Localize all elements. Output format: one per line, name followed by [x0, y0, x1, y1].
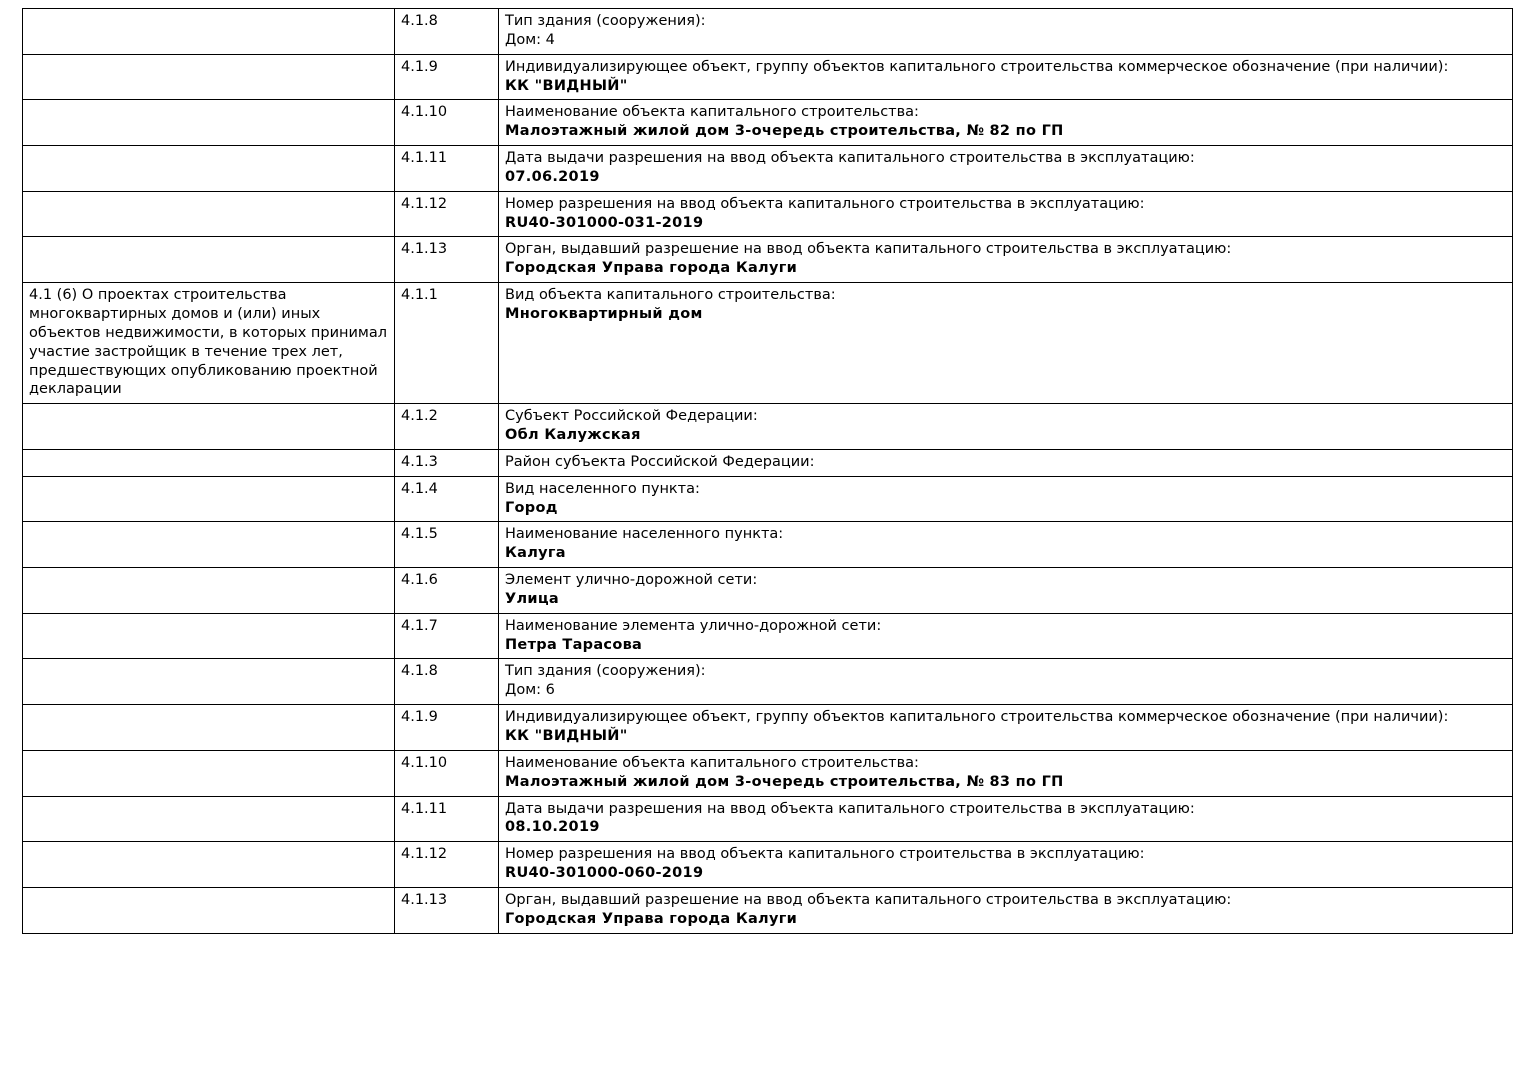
section-cell-empty: [23, 191, 395, 237]
row-label: Вид населенного пункта:: [505, 480, 700, 497]
row-body: [499, 568, 1513, 614]
section-cell-empty: [23, 449, 395, 476]
row-code: 4.1.8: [395, 9, 499, 55]
row-value: 07.06.2019: [505, 168, 600, 185]
table-row: [23, 54, 1513, 100]
row-value: Петра Тарасова: [505, 636, 643, 653]
row-value: 08.10.2019: [505, 819, 600, 836]
section-cell-empty: [23, 613, 395, 659]
row-value: КК "ВИДНЫЙ": [505, 728, 628, 744]
row-value: RU40-301000-060-2019: [505, 865, 704, 882]
row-value: Калуга: [505, 545, 566, 562]
row-value: Дом: 4: [505, 31, 555, 48]
row-code: 4.1.13: [395, 887, 499, 933]
section-cell-empty: [23, 9, 395, 55]
row-value: Городская Управа города Калуги: [505, 260, 798, 277]
row-body: [499, 476, 1513, 522]
section-cell-empty: [23, 887, 395, 933]
table-row: [23, 100, 1513, 146]
row-label: Номер разрешения на ввод объекта капитального строительства в эксплуатацию:: [505, 846, 1145, 863]
row-code: 4.1.13: [395, 237, 499, 283]
row-value: Городская Управа города Калуги: [505, 910, 798, 927]
row-body: [499, 449, 1513, 476]
row-code: 4.1.12: [395, 842, 499, 888]
row-body: [499, 146, 1513, 192]
row-code: 4.1.10: [395, 750, 499, 796]
table-row: [23, 659, 1513, 705]
row-value: Многоквартирный дом: [505, 305, 703, 322]
table-row: [23, 476, 1513, 522]
row-label: Номер разрешения на ввод объекта капитального строительства в эксплуатацию:: [505, 195, 1145, 212]
row-label: Индивидуализирующее объект, группу объектов капитального строительства коммерческое обозначение (при наличии):: [505, 709, 1449, 726]
table-row: [23, 9, 1513, 55]
row-code: 4.1.12: [395, 191, 499, 237]
section-cell-empty: [23, 237, 395, 283]
table-row: [23, 842, 1513, 888]
row-value: Город: [505, 499, 558, 516]
row-body: [499, 750, 1513, 796]
row-label: Наименование объекта капитального строительства:: [505, 104, 919, 121]
row-value: КК "ВИДНЫЙ": [505, 77, 628, 94]
row-code: 4.1.9: [395, 705, 499, 751]
row-code: 4.1.11: [395, 796, 499, 842]
section-cell-empty: [23, 705, 395, 751]
row-code: 4.1.5: [395, 522, 499, 568]
row-body: [499, 237, 1513, 283]
row-label: Дата выдачи разрешения на ввод объекта капитального строительства в эксплуатацию:: [505, 150, 1195, 167]
table-row: [23, 568, 1513, 614]
row-body: [499, 9, 1513, 55]
table-row: [23, 449, 1513, 476]
section-cell-empty: [23, 568, 395, 614]
row-body: [499, 887, 1513, 933]
row-label: Субъект Российской Федерации:: [505, 408, 758, 425]
row-body: [499, 522, 1513, 568]
section-cell-empty: [23, 54, 395, 100]
row-code: 4.1.10: [395, 100, 499, 146]
row-label: Район субъекта Российской Федерации:: [505, 453, 815, 470]
row-label: Элемент улично-дорожной сети:: [505, 572, 758, 589]
row-value: Малоэтажный жилой дом 3-очередь строительства, № 83 по ГП: [505, 773, 1064, 790]
row-code: 4.1.2: [395, 404, 499, 450]
table-row: [23, 705, 1513, 751]
row-label: Наименование элемента улично-дорожной сети:: [505, 617, 882, 634]
row-value: Улица: [505, 590, 559, 607]
row-body: [499, 842, 1513, 888]
table-row: [23, 237, 1513, 283]
section-cell-empty: [23, 522, 395, 568]
row-code: 4.1.1: [395, 283, 499, 404]
section-cell-empty: [23, 750, 395, 796]
section-cell-empty: [23, 146, 395, 192]
row-value: Дом: 6: [505, 682, 555, 699]
row-code: 4.1.9: [395, 54, 499, 100]
declaration-table: [22, 8, 1513, 934]
row-value: Малоэтажный жилой дом 3-очередь строительства, № 82 по ГП: [505, 123, 1064, 140]
row-body: [499, 659, 1513, 705]
table-row: [23, 613, 1513, 659]
row-body: [499, 191, 1513, 237]
section-cell-empty: [23, 100, 395, 146]
table-row: [23, 522, 1513, 568]
section-label-cell: 4.1 (6) О проектах строительства многоквартирных домов и (или) иных объектов недвижимости, в которых принимал участие застройщик в течение трех лет, предшествующих опубликованию проектной декларации: [23, 283, 395, 404]
row-body: [499, 796, 1513, 842]
row-label: Наименование населенного пункта:: [505, 526, 784, 543]
table-row: [23, 283, 1513, 404]
table-row: [23, 796, 1513, 842]
row-value: RU40-301000-031-2019: [505, 214, 704, 231]
section-cell-empty: [23, 659, 395, 705]
row-body: [499, 100, 1513, 146]
table-row: [23, 191, 1513, 237]
row-label: Тип здания (сооружения):: [505, 663, 706, 680]
table-row: [23, 404, 1513, 450]
table-row: [23, 146, 1513, 192]
row-code: 4.1.7: [395, 613, 499, 659]
table-row: [23, 887, 1513, 933]
row-body: [499, 404, 1513, 450]
row-label: Тип здания (сооружения):: [505, 13, 706, 29]
section-cell-empty: [23, 796, 395, 842]
row-code: 4.1.8: [395, 659, 499, 705]
table-row: [23, 750, 1513, 796]
row-code: 4.1.6: [395, 568, 499, 614]
row-label: Индивидуализирующее объект, группу объектов капитального строительства коммерческое обозначение (при наличии):: [505, 58, 1449, 75]
row-code: 4.1.4: [395, 476, 499, 522]
row-code: 4.1.11: [395, 146, 499, 192]
row-label: Дата выдачи разрешения на ввод объекта капитального строительства в эксплуатацию:: [505, 800, 1195, 817]
row-body: [499, 705, 1513, 751]
section-cell-empty: [23, 476, 395, 522]
section-cell-empty: [23, 842, 395, 888]
row-label: Вид объекта капитального строительства:: [505, 287, 836, 304]
section-cell-empty: [23, 404, 395, 450]
row-body: [499, 613, 1513, 659]
row-code: 4.1.3: [395, 449, 499, 476]
row-label: Орган, выдавший разрешение на ввод объекта капитального строительства в эксплуатацию:: [505, 891, 1232, 908]
row-label: Наименование объекта капитального строительства:: [505, 754, 919, 771]
row-value: Обл Калужская: [505, 427, 641, 444]
row-body: [499, 54, 1513, 100]
row-body: [499, 283, 1513, 404]
row-label: Орган, выдавший разрешение на ввод объекта капитального строительства в эксплуатацию:: [505, 241, 1232, 258]
